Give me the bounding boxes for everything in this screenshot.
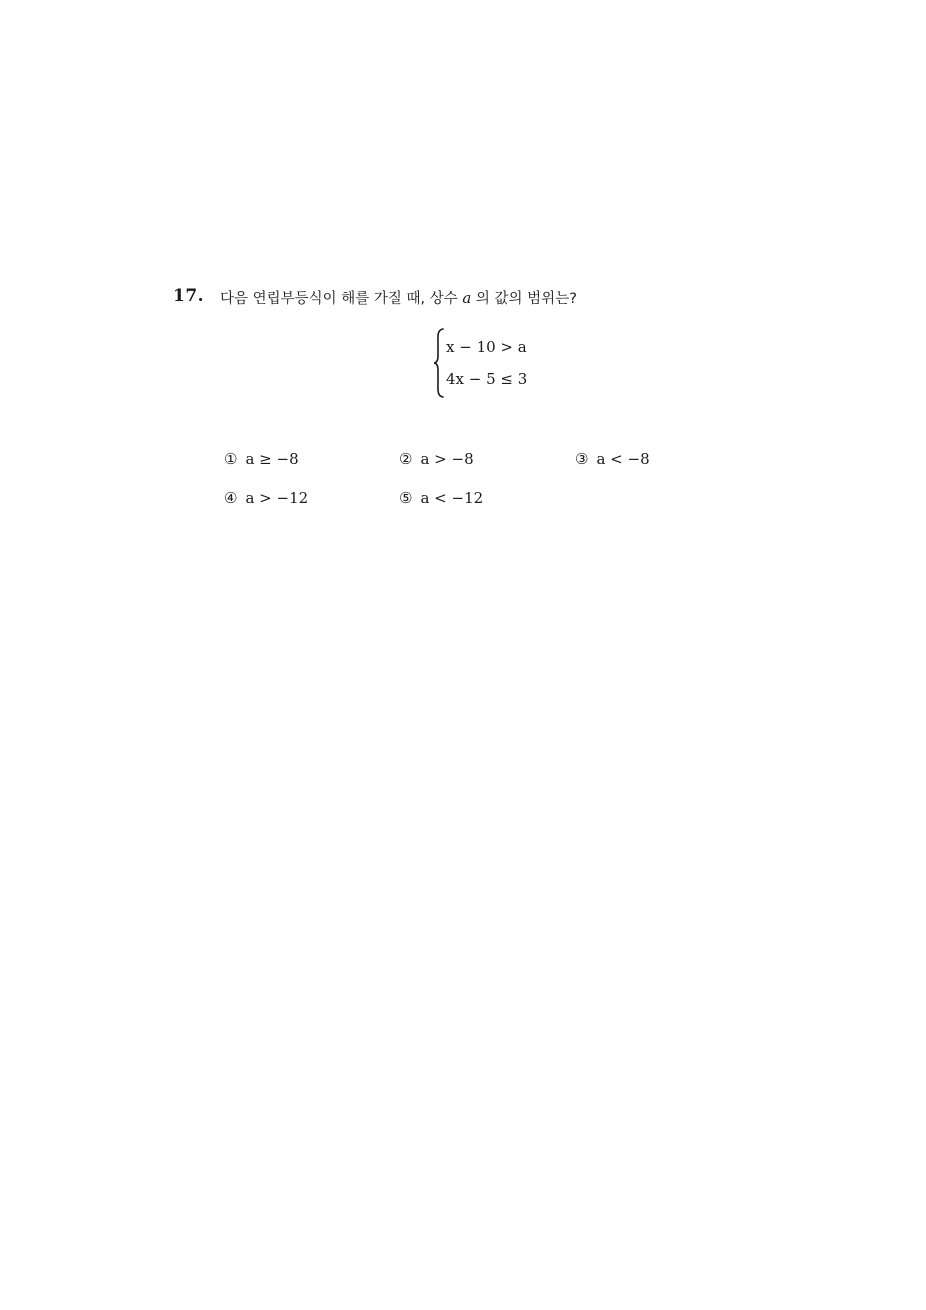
problem-number: 17. (173, 286, 205, 306)
choice-5[interactable] (399, 489, 483, 507)
question-text-before: 다음 연립부등식이 해를 가질 때, 상수 (220, 291, 463, 307)
choice-1-marker: ① (224, 450, 238, 468)
choice-1[interactable] (224, 450, 299, 468)
choice-5-text: a < −12 (420, 489, 484, 507)
question-text-after: 의 값의 범위는? (471, 291, 577, 307)
left-brace-icon (433, 328, 445, 398)
choice-2[interactable] (399, 450, 474, 468)
question-variable: a (462, 289, 472, 307)
choice-1-text: a ≥ −8 (245, 450, 299, 468)
choice-2-text: a > −8 (420, 450, 474, 468)
equation-2: 4x − 5 ≤ 3 (446, 370, 528, 388)
choice-4-marker: ④ (224, 489, 238, 507)
choice-3-marker: ③ (575, 450, 589, 468)
choice-3-text: a < −8 (596, 450, 650, 468)
inequality-system (433, 328, 553, 398)
choice-4-text: a > −12 (245, 489, 309, 507)
equation-1: x − 10 > a (446, 338, 527, 356)
choice-4[interactable] (224, 489, 308, 507)
question-text (220, 287, 577, 308)
choice-5-marker: ⑤ (399, 489, 413, 507)
choice-3[interactable] (575, 450, 650, 468)
choice-2-marker: ② (399, 450, 413, 468)
